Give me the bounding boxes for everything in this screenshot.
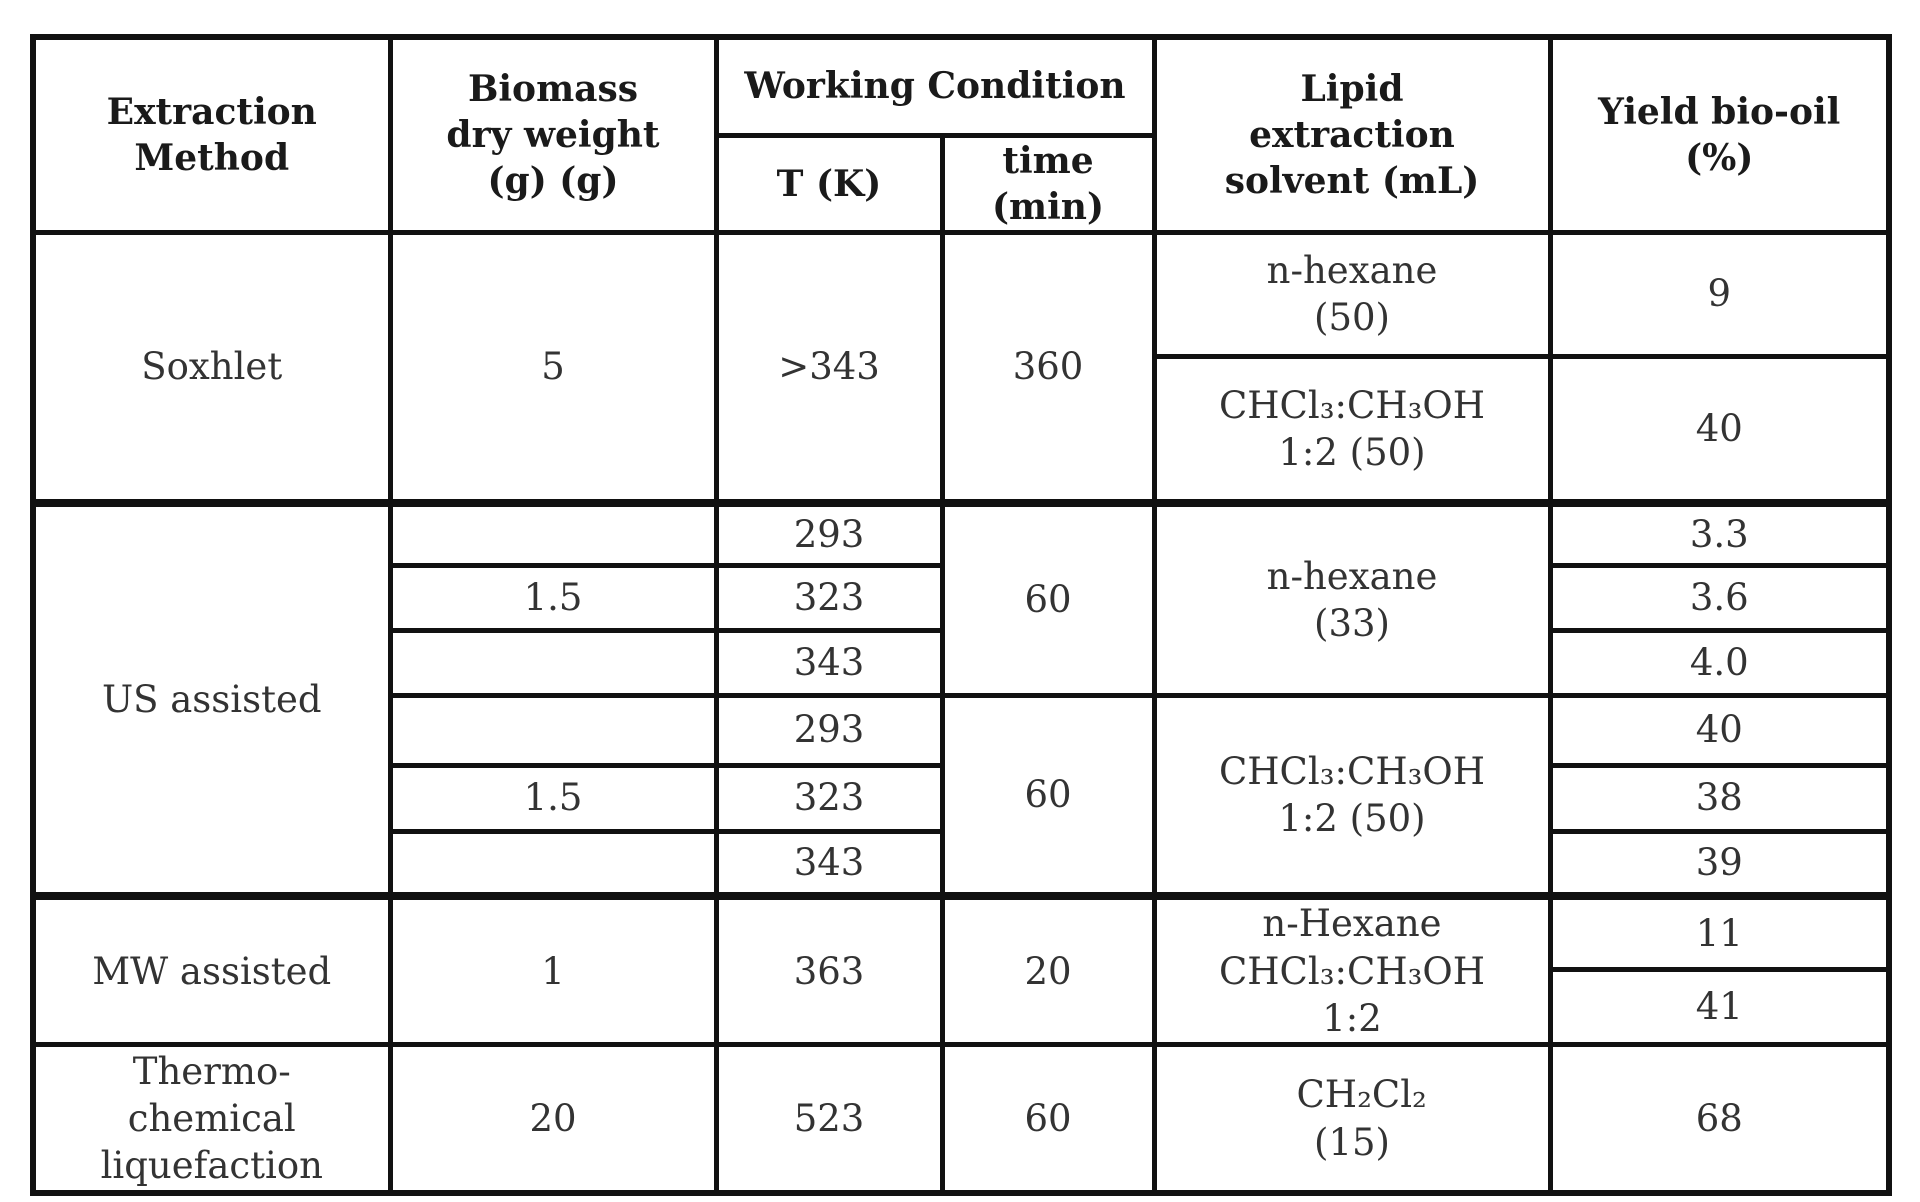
yield-thermo: 68 bbox=[1550, 1045, 1886, 1190]
temp-us-2-1: 293 bbox=[716, 695, 942, 765]
yield-us-1-1: 3.3 bbox=[1550, 503, 1886, 565]
method-soxhlet: Soxhlet bbox=[36, 232, 390, 503]
yield-us-1-3: 4.0 bbox=[1550, 630, 1886, 695]
data-table-container bbox=[30, 34, 1892, 1196]
table-row bbox=[36, 1045, 1886, 1190]
temp-soxhlet: >343 bbox=[716, 232, 942, 503]
yield-mw-1: 11 bbox=[1550, 896, 1886, 969]
table-row bbox=[36, 503, 1886, 565]
yield-soxhlet-1: 9 bbox=[1550, 232, 1886, 356]
time-soxhlet: 360 bbox=[942, 232, 1154, 503]
header-lipid-extraction-solvent: Lipid extraction solvent (mL) bbox=[1154, 40, 1550, 232]
header-extraction-method: Extraction Method bbox=[36, 40, 390, 232]
solvent-thermo: CH₂Cl₂ (15) bbox=[1154, 1045, 1550, 1190]
temp-thermo: 523 bbox=[716, 1045, 942, 1190]
temp-us-1-1: 293 bbox=[716, 503, 942, 565]
biomass-cell-empty bbox=[390, 695, 716, 765]
time-us-1: 60 bbox=[942, 503, 1154, 695]
table-row bbox=[36, 232, 1886, 356]
method-mw-assisted: MW assisted bbox=[36, 896, 390, 1045]
biomass-cell-empty bbox=[390, 630, 716, 695]
yield-us-2-3: 39 bbox=[1550, 831, 1886, 896]
time-us-2: 60 bbox=[942, 695, 1154, 896]
solvent-mw: n-Hexane CHCl₃:CH₃OH 1:2 bbox=[1154, 896, 1550, 1045]
biomass-thermo: 20 bbox=[390, 1045, 716, 1190]
biomass-soxhlet: 5 bbox=[390, 232, 716, 503]
yield-us-2-2: 38 bbox=[1550, 765, 1886, 831]
method-us-assisted: US assisted bbox=[36, 503, 390, 896]
biomass-us-1: 1.5 bbox=[390, 565, 716, 630]
table-row bbox=[36, 896, 1886, 969]
biomass-cell-empty bbox=[390, 503, 716, 565]
yield-us-1-2: 3.6 bbox=[1550, 565, 1886, 630]
header-time: time (min) bbox=[942, 135, 1154, 232]
solvent-us-1: n-hexane (33) bbox=[1154, 503, 1550, 695]
header-working-condition: Working Condition bbox=[716, 40, 1154, 135]
yield-mw-2: 41 bbox=[1550, 969, 1886, 1044]
header-yield-bio-oil: Yield bio-oil (%) bbox=[1550, 40, 1886, 232]
temp-us-1-2: 323 bbox=[716, 565, 942, 630]
yield-soxhlet-2: 40 bbox=[1550, 356, 1886, 503]
header-temperature: T (K) bbox=[716, 135, 942, 232]
biomass-mw: 1 bbox=[390, 896, 716, 1045]
biomass-us-2: 1.5 bbox=[390, 765, 716, 831]
method-thermo-chemical: Thermo-chemical liquefaction bbox=[36, 1045, 390, 1190]
temp-us-2-3: 343 bbox=[716, 831, 942, 896]
solvent-us-2: CHCl₃:CH₃OH 1:2 (50) bbox=[1154, 695, 1550, 896]
time-thermo: 60 bbox=[942, 1045, 1154, 1190]
extraction-methods-table bbox=[36, 40, 1886, 1190]
temp-us-1-3: 343 bbox=[716, 630, 942, 695]
time-mw: 20 bbox=[942, 896, 1154, 1045]
temp-mw: 363 bbox=[716, 896, 942, 1045]
header-biomass-dry-weight: Biomass dry weight (g) (g) bbox=[390, 40, 716, 232]
solvent-soxhlet-2: CHCl₃:CH₃OH 1:2 (50) bbox=[1154, 356, 1550, 503]
solvent-soxhlet-1: n-hexane (50) bbox=[1154, 232, 1550, 356]
biomass-cell-empty bbox=[390, 831, 716, 896]
temp-us-2-2: 323 bbox=[716, 765, 942, 831]
yield-us-2-1: 40 bbox=[1550, 695, 1886, 765]
